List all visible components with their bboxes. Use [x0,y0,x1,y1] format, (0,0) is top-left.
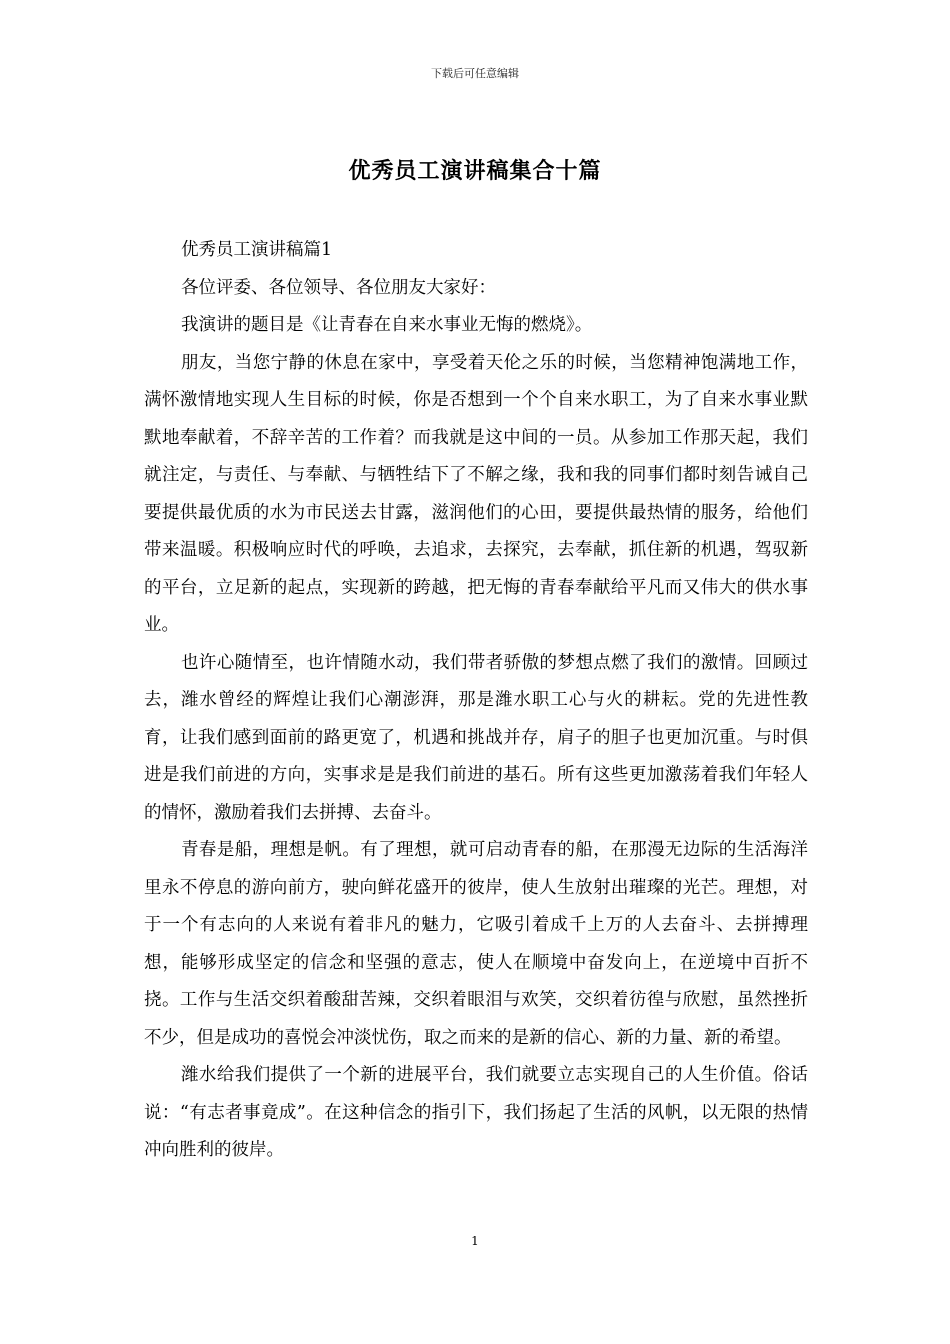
document-body [144,232,808,1170]
section-heading: 优秀员工演讲稿篇1 [181,240,333,260]
document-title: 优秀员工演讲稿集合十篇 [348,158,602,184]
page-number: 1 [471,1234,479,1248]
body-paragraph: 青春是船，理想是帆。有了理想，就可启动青春的船，在那漫无边际的生活海洋里永不停息的游向前方，驶向鲜花盛开的彼岸，使人生放射出璀璨的光芒。理想，对于一个有志向的人来说有着非凡的魅力，它吸引着成千上万的人去奋斗、去拼搏理想，能够形成坚定的信念和坚强的意志，使人在顺境中奋发向上，在逆境中百折不挠。工作与生活交织着酸甜苦辣，交织着眼泪与欢笑，交织着彷徨与欣慰，虽然挫折不少，但是成功的喜悦会冲淡忧伤，取之而来的是新的信心、新的力量、新的希望。 [144,840,808,1048]
body-paragraph: 也许心随情至，也许情随水动，我们带者骄傲的梦想点燃了我们的激情。回顾过去，潍水曾经的辉煌让我们心潮澎湃，那是潍水职工心与火的耕耘。党的先进性教育，让我们感到面前的路更宽了，机遇和挑战并存，肩子的胆子也更加沉重。与时俱进是我们前进的方向，实事求是是我们前进的基石。所有这些更加激荡着我们年轻人的情怀，激励着我们去拼搏、去奋斗。 [144,652,808,823]
body-paragraph: 潍水给我们提供了一个新的进展平台，我们就要立志实现自己的人生价值。俗话说：“有志者事竟成”。在这种信念的指引下，我们扬起了生活的风帆，以无限的热情冲向胜利的彼岸。 [144,1065,808,1160]
body-paragraph: 朋友，当您宁静的休息在家中，享受着天伦之乐的时候，当您精神饱满地工作，满怀激情地实现人生目标的时候，你是否想到一个个自来水职工，为了自来水事业默默地奉献着，不辞辛苦的工作着？而我就是这中间的一员。从参加工作那天起，我们就注定，与责任、与奉献、与牺牲结下了不解之缘，我和我的同事们都时刻告诫自己要提供最优质的水为市民送去甘露，滋润他们的心田，要提供最热情的服务，给他们带来温暖。积极响应时代的呼唤，去追求，去探究，去奉献，抓住新的机遇，驾驭新的平台，立足新的起点，实现新的跨越，把无悔的青春奉献给平凡而又伟大的供水事业。 [144,352,808,635]
salutation: 各位评委、各位领导、各位朋友大家好： [181,277,496,298]
speech-topic: 我演讲的题目是《让青春在自来水事业无悔的燃烧》。 [181,315,593,335]
page-header: 下载后可任意编辑 [431,67,519,80]
